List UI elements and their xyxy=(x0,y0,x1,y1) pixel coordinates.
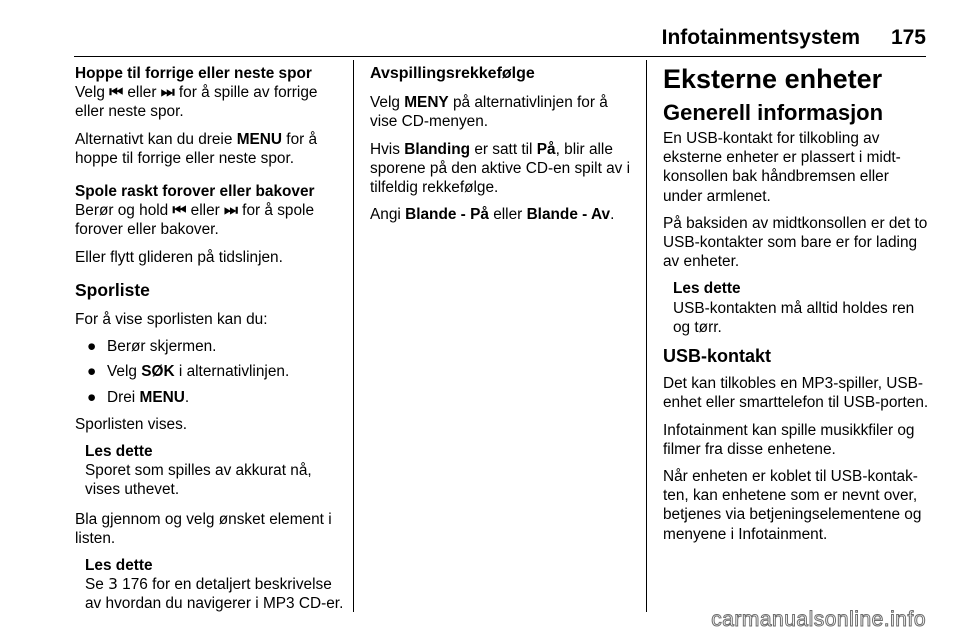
paragraph-browse: Bla gjennom og velg ønsket element i listen. xyxy=(75,510,332,547)
paragraph-usb-charging: På baksiden av midtkonsollen er det to USB-kontakter som bare er for lading av enheter. xyxy=(663,214,928,271)
list-item xyxy=(75,337,345,356)
text: for å spole forover eller bakover. xyxy=(75,202,315,239)
heading-generell-informasjon: Generell informasjon xyxy=(663,100,884,125)
note-box xyxy=(673,279,929,337)
text: Se xyxy=(85,576,109,594)
term: MENU xyxy=(139,388,185,406)
bullet-icon: ● xyxy=(87,363,97,381)
text: Berør og hold xyxy=(75,202,173,220)
text: , blir alle sporene på den aktive CD-en spilt av i tilfeldig rekkefølge. xyxy=(370,140,631,197)
text: i alternativlinjen. xyxy=(174,363,290,381)
bullet-icon: ● xyxy=(87,388,97,406)
text: er satt til xyxy=(470,140,537,158)
text: 176 for en detaljert beskrivelse av hvordan du navigerer i MP3 CD-er. xyxy=(85,576,344,613)
text: for å spille av forrige eller neste spor. xyxy=(75,84,318,121)
text: Velg xyxy=(75,84,110,102)
text: for å hoppe til forrige eller neste spor. xyxy=(75,130,318,167)
note-box xyxy=(85,442,345,500)
term: SØK xyxy=(141,363,175,381)
paragraph-spole xyxy=(75,201,345,239)
header-rule xyxy=(74,56,926,57)
term: Blanding xyxy=(404,140,471,158)
heading-prev-next: Hoppe til forrige eller neste spor xyxy=(75,65,312,82)
skip-back-icon: ⏮ xyxy=(172,202,187,220)
paragraph-usb-devices: Det kan tilkobles en MP3-spiller, USB-enhet eller smarttelefon til USB-porten. xyxy=(663,375,929,412)
skip-forward-icon: ⏭ xyxy=(160,84,175,102)
text: Drei xyxy=(107,388,140,406)
text: Hvis xyxy=(370,140,405,158)
text: Velg xyxy=(370,94,405,112)
text: eller xyxy=(488,206,527,224)
note-box xyxy=(85,556,345,614)
menu-term: MENU xyxy=(236,130,283,148)
paragraph-menu xyxy=(75,130,345,168)
column-1 xyxy=(75,64,345,624)
heading-spole: Spole raskt forover eller bakover xyxy=(75,183,315,201)
term: MENY xyxy=(404,94,449,112)
column-2 xyxy=(370,64,635,232)
bullet-icon: ● xyxy=(87,338,97,356)
note-text: Sporet som spilles av akkurat nå, vises uthevet. xyxy=(85,462,312,499)
text: . xyxy=(610,206,615,224)
column-divider-1 xyxy=(353,60,354,612)
column-3 xyxy=(663,64,929,552)
note-title: Les dette xyxy=(673,280,741,298)
text: eller xyxy=(186,202,225,220)
page-header xyxy=(0,26,960,56)
note-title: Les dette xyxy=(85,443,153,461)
text: Berør skjermen. xyxy=(107,338,217,356)
list-item xyxy=(75,362,345,381)
skip-forward-icon: ⏭ xyxy=(224,202,238,220)
note-title: Les dette xyxy=(85,557,153,575)
sporliste-list xyxy=(75,337,345,407)
heading-avspilling: Avspillingsrekkefølge xyxy=(370,65,535,82)
page-number: 175 xyxy=(890,26,926,49)
term: Blande - Av xyxy=(526,206,611,224)
watermark: carmanualsonline.info xyxy=(711,608,926,631)
note-text xyxy=(85,575,345,613)
paragraph-sporliste-intro: For å vise sporlisten kan du: xyxy=(75,311,268,329)
text: Alternativt kan du dreie xyxy=(75,130,237,148)
term: Blande - På xyxy=(405,206,489,224)
heading-eksterne-enheter: Eksterne enheter xyxy=(663,64,883,94)
text: Angi xyxy=(370,206,406,224)
paragraph-usb-location: En USB-kontakt for tilkobling av eksterne enheter er plassert i midt-konsollen bak håndbremsen eller under armlenet. xyxy=(663,130,901,205)
page-ref-icon[interactable]: 3 xyxy=(108,575,118,594)
paragraph-sporliste-shown: Sporlisten vises. xyxy=(75,415,188,433)
term: På xyxy=(536,140,556,158)
paragraph-meny xyxy=(370,93,635,131)
skip-back-icon: ⏮ xyxy=(109,84,124,102)
paragraph-usb-media: Infotainment kan spille musikkfiler og filmer fra disse enhetene. xyxy=(663,421,915,458)
paragraph-prev-next xyxy=(75,83,345,121)
column-divider-2 xyxy=(646,60,647,612)
text: eller xyxy=(123,84,161,102)
note-text: USB-kontakten må alltid holdes ren og tørr. xyxy=(673,299,915,336)
text: Velg xyxy=(107,363,142,381)
paragraph-blanding xyxy=(370,140,635,198)
text: . xyxy=(184,388,190,406)
paragraph-usb-control: Når enheten er koblet til USB-kontak-ten, kan enhetene som er nevnt over, betjenes via betjeningselementene og menyene i Infotainment. xyxy=(663,468,922,543)
paragraph-angi xyxy=(370,205,635,224)
heading-sporliste: Sporliste xyxy=(75,279,150,300)
paragraph-slider: Eller flytt glideren på tidslinjen. xyxy=(75,248,283,266)
list-item xyxy=(75,388,345,407)
heading-usb-kontakt: USB-kontakt xyxy=(663,346,772,367)
running-title: Infotainmentsystem xyxy=(661,26,860,49)
text: på alternativlinjen for å vise CD-menyen. xyxy=(370,94,608,131)
